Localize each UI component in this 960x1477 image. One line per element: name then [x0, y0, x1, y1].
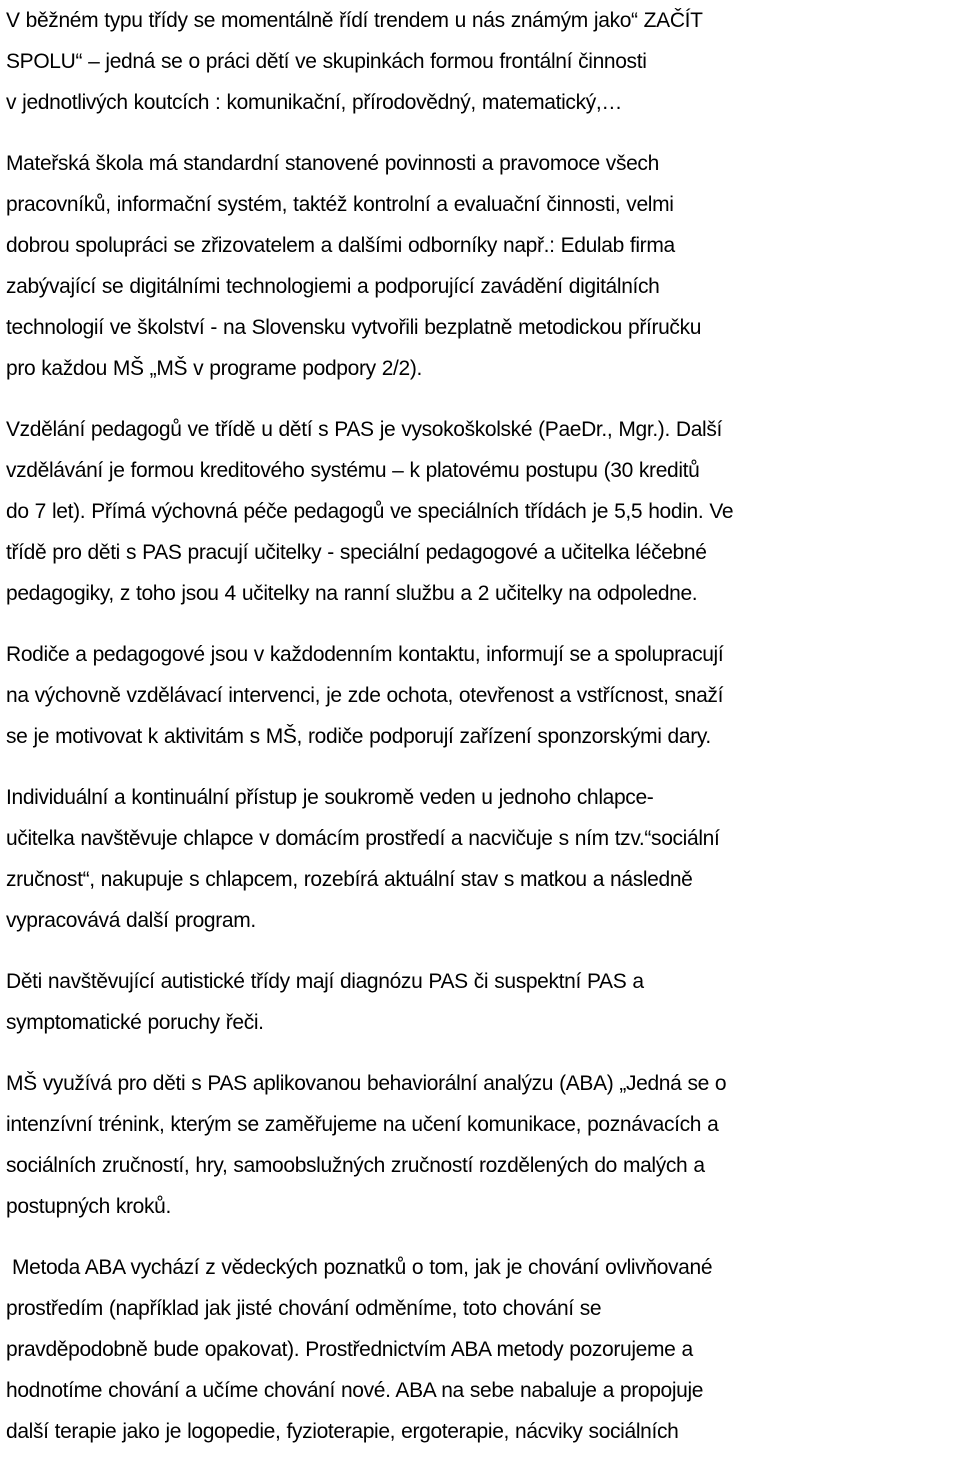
text-line: se je motivovat k aktivitám s MŠ, rodiče podporují zařízení sponzorskými dary. — [6, 725, 711, 748]
text-line: zručnost“, nakupuje s chlapcem, rozebírá aktuální stav s matkou a následně — [6, 868, 693, 891]
text-line: Mateřská škola má standardní stanovené povinnosti a pravomoce všech — [6, 152, 659, 175]
text-line: symptomatické poruchy řeči. — [6, 1011, 264, 1034]
text-line: prostředím (například jak jisté chování odměníme, toto chování se — [6, 1297, 602, 1320]
paragraph-school-duties — [6, 143, 960, 389]
text-line: Rodiče a pedagogové jsou v každodenním kontaktu, informují se a spolupracují — [6, 643, 724, 666]
paragraph-parents — [6, 634, 960, 757]
text-line: dobrou spolupráci se zřizovatelem a dalšími odborníky např.: Edulab firma — [6, 234, 675, 257]
text-line: SPOLU“ – jedná se o práci dětí ve skupinkách formou frontální činnosti — [6, 50, 647, 73]
paragraph-diagnosis — [6, 961, 960, 1043]
paragraph-spacer — [6, 941, 960, 961]
text-line: intenzívní trénink, kterým se zaměřujeme na učení komunikace, poznávacích a — [6, 1113, 719, 1136]
paragraph-class-trend — [6, 0, 960, 123]
text-line: hodnotíme chování a učíme chování nové. ABA na sebe nabaluje a propojuje — [6, 1379, 704, 1402]
text-line: další terapie jako je logopedie, fyzioterapie, ergoterapie, nácviky sociálních — [6, 1420, 679, 1443]
paragraph-spacer — [6, 123, 960, 143]
text-line: zabývající se digitálními technologiemi a podporující zavádění digitálních — [6, 275, 660, 298]
paragraph-aba — [6, 1063, 960, 1227]
paragraph-teacher-education — [6, 409, 960, 614]
text-line: do 7 let). Přímá výchovná péče pedagogů ve speciálních třídách je 5,5 hodin. Ve — [6, 500, 734, 523]
text-line: V běžném typu třídy se momentálně řídí trendem u nás známým jako“ ZAČÍT — [6, 9, 703, 32]
paragraph-spacer — [6, 1043, 960, 1063]
paragraph-individual-approach — [6, 777, 960, 941]
text-line: třídě pro děti s PAS pracují učitelky - speciální pedagogové a učitelka léčebné — [6, 541, 707, 564]
text-line: Metoda ABA vychází z vědeckých poznatků o tom, jak je chování ovlivňované — [6, 1256, 713, 1279]
paragraph-spacer — [6, 614, 960, 634]
text-line: pravděpodobně bude opakovat). Prostřednictvím ABA metody pozorujeme a — [6, 1338, 693, 1361]
text-line: technologií ve školství - na Slovensku vytvořili bezplatně metodickou příručku — [6, 316, 702, 339]
text-line: na výchovně vzdělávací intervenci, je zde ochota, otevřenost a vstřícnost, snaží — [6, 684, 724, 707]
text-line: Individuální a kontinuální přístup je soukromě veden u jednoho chlapce- — [6, 786, 654, 809]
paragraph-aba-method — [6, 1247, 960, 1452]
text-line: Děti navštěvující autistické třídy mají diagnózu PAS či suspektní PAS a — [6, 970, 644, 993]
text-line: v jednotlivých koutcích : komunikační, přírodovědný, matematický,… — [6, 91, 623, 114]
paragraph-spacer — [6, 757, 960, 777]
text-line: postupných kroků. — [6, 1195, 171, 1218]
text-line: pedagogiky, z toho jsou 4 učitelky na ranní službu a 2 učitelky na odpoledne. — [6, 582, 698, 605]
text-line: sociálních zručností, hry, samoobslužných zručností rozdělených do malých a — [6, 1154, 705, 1177]
text-line: vzdělávání je formou kreditového systému – k platovému postupu (30 kreditů — [6, 459, 700, 482]
text-line: vypracovává další program. — [6, 909, 256, 932]
text-line: učitelka navštěvuje chlapce v domácím prostředí a nacvičuje s ním tzv.“sociální — [6, 827, 720, 850]
paragraph-spacer — [6, 1227, 960, 1247]
text-line: pracovníků, informační systém, taktéž kontrolní a evaluační činnosti, velmi — [6, 193, 674, 216]
text-line: pro každou MŠ „MŠ v programe podpory 2/2). — [6, 357, 422, 380]
text-line: Vzdělání pedagogů ve třídě u dětí s PAS je vysokoškolské (PaeDr., Mgr.). Další — [6, 418, 723, 441]
text-line: MŠ využívá pro děti s PAS aplikovanou behaviorální analýzu (ABA) „Jedná se o — [6, 1072, 727, 1095]
paragraph-spacer — [6, 389, 960, 409]
